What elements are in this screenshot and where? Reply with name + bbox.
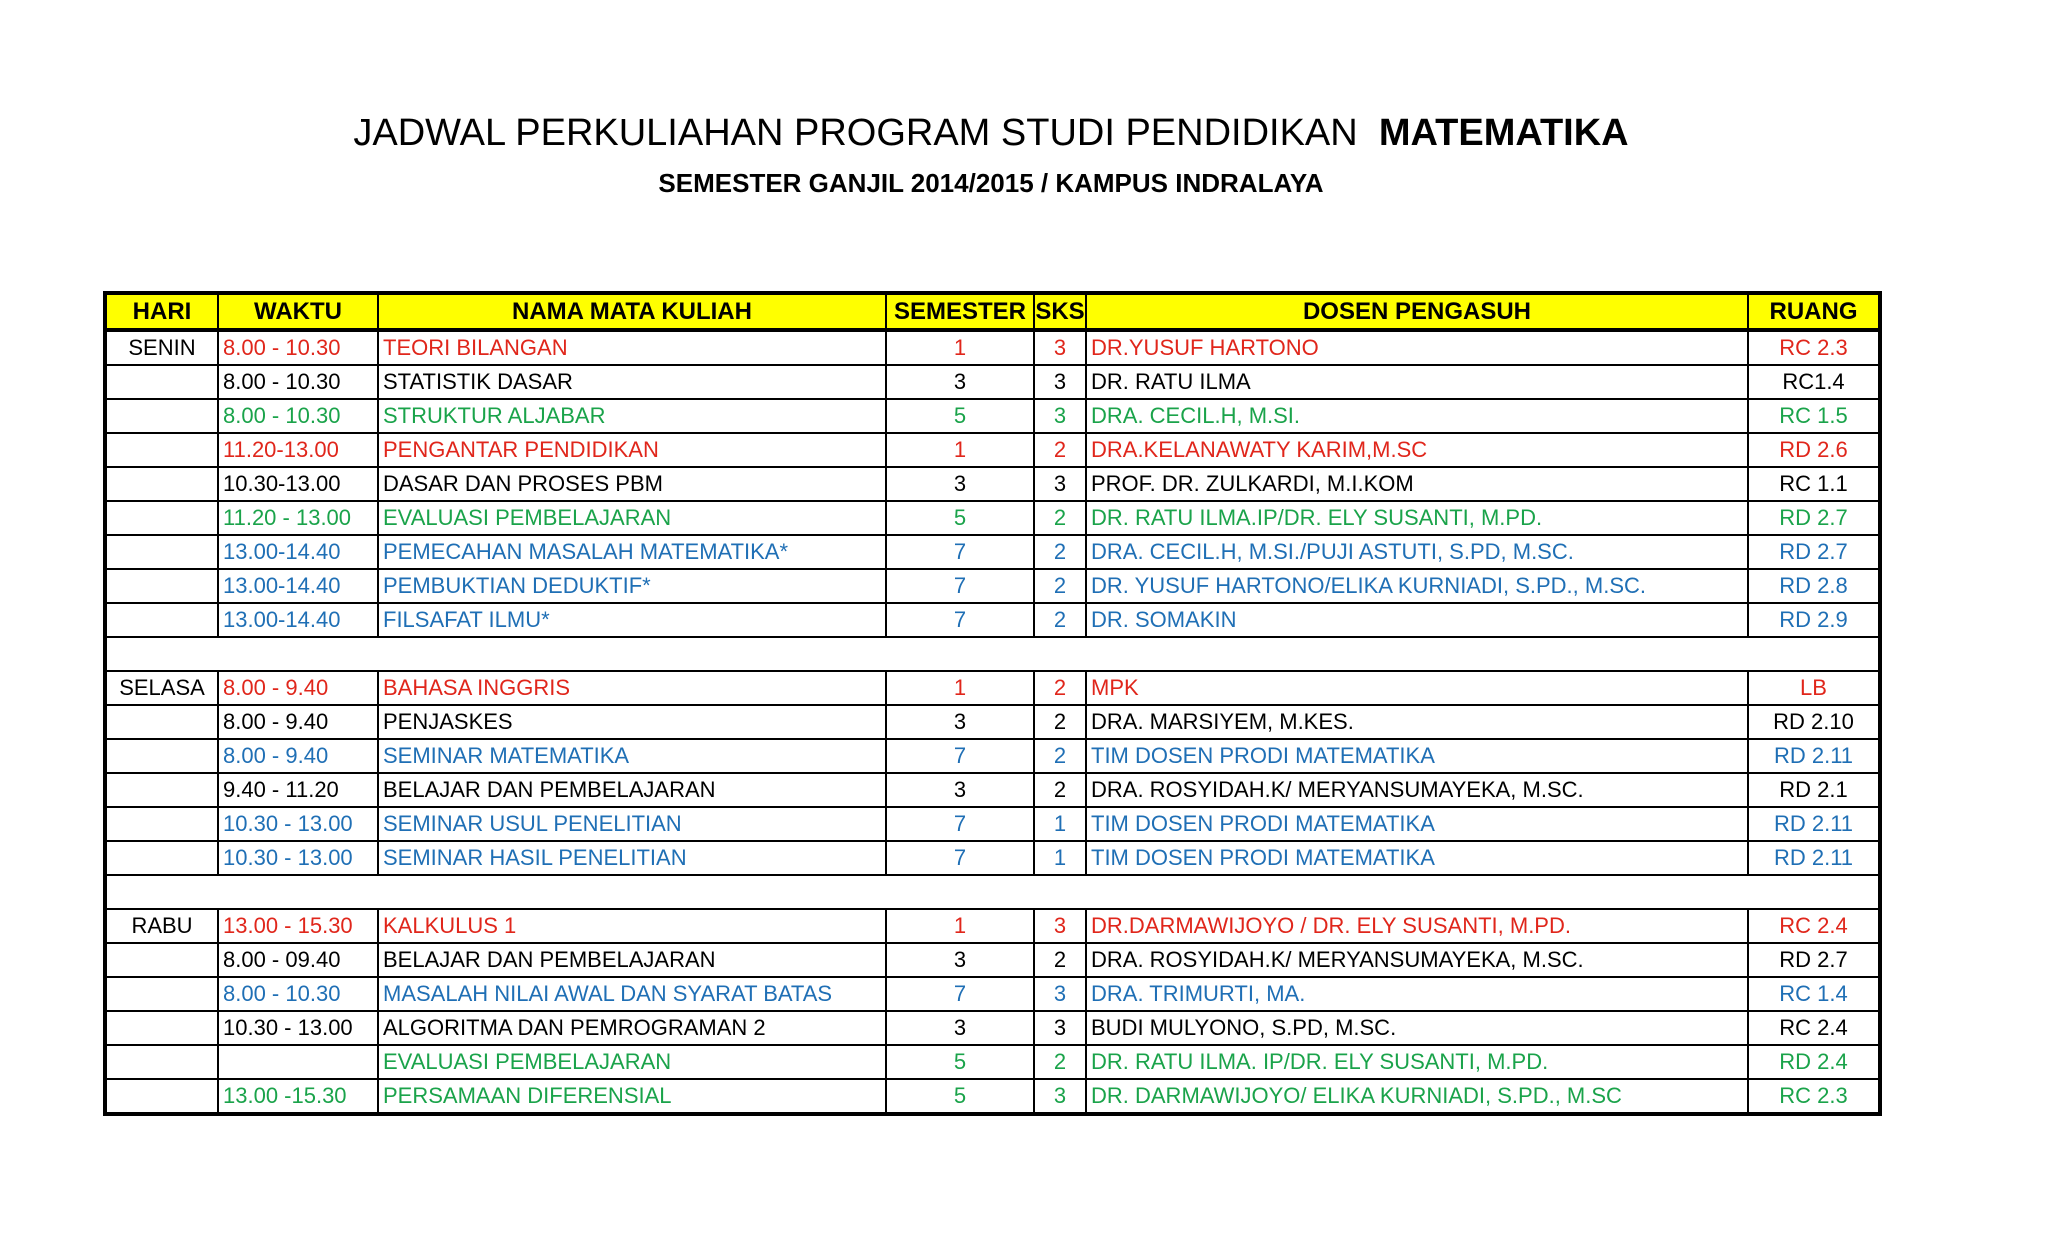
table-row bbox=[105, 1011, 1880, 1045]
cell-dosen: DR. RATU ILMA bbox=[1086, 365, 1748, 399]
cell-dosen: MPK bbox=[1086, 671, 1748, 705]
cell-ruang: RC 2.3 bbox=[1748, 330, 1880, 365]
cell-semester: 3 bbox=[886, 705, 1034, 739]
cell-dosen: DRA. MARSIYEM, M.KES. bbox=[1086, 705, 1748, 739]
cell-dosen: DR.DARMAWIJOYO / DR. ELY SUSANTI, M.PD. bbox=[1086, 909, 1748, 943]
table-row bbox=[105, 535, 1880, 569]
col-header-waktu: WAKTU bbox=[218, 293, 378, 330]
table-row bbox=[105, 399, 1880, 433]
separator-cell bbox=[105, 637, 1880, 671]
table-row bbox=[105, 467, 1880, 501]
cell-hari bbox=[105, 807, 218, 841]
cell-ruang: RD 2.8 bbox=[1748, 569, 1880, 603]
cell-hari: RABU bbox=[105, 909, 218, 943]
cell-mata-kuliah: PERSAMAAN DIFERENSIAL bbox=[378, 1079, 886, 1114]
cell-dosen: DR. DARMAWIJOYO/ ELIKA KURNIADI, S.PD., M.SC bbox=[1086, 1079, 1748, 1114]
table-row bbox=[105, 433, 1880, 467]
cell-mata-kuliah: SEMINAR MATEMATIKA bbox=[378, 739, 886, 773]
page-subtitle: SEMESTER GANJIL 2014/2015 / KAMPUS INDRALAYA bbox=[658, 168, 1324, 198]
cell-waktu: 10.30 - 13.00 bbox=[218, 1011, 378, 1045]
cell-waktu: 13.00-14.40 bbox=[218, 535, 378, 569]
cell-sks: 2 bbox=[1034, 773, 1086, 807]
cell-hari bbox=[105, 1045, 218, 1079]
cell-mata-kuliah: EVALUASI PEMBELAJARAN bbox=[378, 1045, 886, 1079]
cell-waktu: 8.00 - 9.40 bbox=[218, 739, 378, 773]
separator-cell bbox=[105, 875, 1880, 909]
cell-dosen: PROF. DR. ZULKARDI, M.I.KOM bbox=[1086, 467, 1748, 501]
cell-hari: SENIN bbox=[105, 330, 218, 365]
cell-sks: 1 bbox=[1034, 807, 1086, 841]
cell-dosen: DRA. CECIL.H, M.SI./PUJI ASTUTI, S.PD, M.SC. bbox=[1086, 535, 1748, 569]
cell-dosen: DR.YUSUF HARTONO bbox=[1086, 330, 1748, 365]
cell-semester: 1 bbox=[886, 671, 1034, 705]
cell-hari bbox=[105, 569, 218, 603]
cell-sks: 2 bbox=[1034, 705, 1086, 739]
cell-hari bbox=[105, 943, 218, 977]
cell-ruang: RD 2.7 bbox=[1748, 943, 1880, 977]
cell-hari bbox=[105, 603, 218, 637]
table-row bbox=[105, 705, 1880, 739]
cell-waktu: 11.20-13.00 bbox=[218, 433, 378, 467]
cell-waktu: 13.00 -15.30 bbox=[218, 1079, 378, 1114]
cell-ruang: RD 2.6 bbox=[1748, 433, 1880, 467]
schedule-body bbox=[105, 330, 1880, 1114]
table-row bbox=[105, 365, 1880, 399]
cell-hari bbox=[105, 977, 218, 1011]
cell-ruang: RC 1.4 bbox=[1748, 977, 1880, 1011]
cell-ruang: RD 2.7 bbox=[1748, 535, 1880, 569]
cell-waktu: 8.00 - 9.40 bbox=[218, 671, 378, 705]
table-row bbox=[105, 807, 1880, 841]
cell-mata-kuliah: KALKULUS 1 bbox=[378, 909, 886, 943]
header-row bbox=[105, 293, 1880, 330]
table-row bbox=[105, 977, 1880, 1011]
table-row bbox=[105, 501, 1880, 535]
separator-row bbox=[105, 875, 1880, 909]
cell-sks: 3 bbox=[1034, 1079, 1086, 1114]
cell-semester: 1 bbox=[886, 330, 1034, 365]
cell-mata-kuliah: PEMECAHAN MASALAH MATEMATIKA* bbox=[378, 535, 886, 569]
cell-hari bbox=[105, 433, 218, 467]
table-row bbox=[105, 909, 1880, 943]
cell-mata-kuliah: BELAJAR DAN PEMBELAJARAN bbox=[378, 943, 886, 977]
cell-mata-kuliah: FILSAFAT ILMU* bbox=[378, 603, 886, 637]
cell-semester: 7 bbox=[886, 807, 1034, 841]
cell-sks: 2 bbox=[1034, 433, 1086, 467]
cell-semester: 7 bbox=[886, 535, 1034, 569]
cell-sks: 2 bbox=[1034, 501, 1086, 535]
cell-sks: 2 bbox=[1034, 943, 1086, 977]
cell-semester: 5 bbox=[886, 1079, 1034, 1114]
title-prefix: JADWAL PERKULIAHAN PROGRAM STUDI PENDIDIKAN bbox=[353, 112, 1358, 154]
cell-mata-kuliah: TEORI BILANGAN bbox=[378, 330, 886, 365]
cell-mata-kuliah: MASALAH NILAI AWAL DAN SYARAT BATAS bbox=[378, 977, 886, 1011]
cell-hari bbox=[105, 1079, 218, 1114]
table-row bbox=[105, 739, 1880, 773]
col-header-dosen: DOSEN PENGASUH bbox=[1086, 293, 1748, 330]
cell-sks: 3 bbox=[1034, 399, 1086, 433]
cell-waktu: 8.00 - 10.30 bbox=[218, 977, 378, 1011]
cell-ruang: RC 1.1 bbox=[1748, 467, 1880, 501]
cell-dosen: BUDI MULYONO, S.PD, M.SC. bbox=[1086, 1011, 1748, 1045]
cell-ruang: RC 2.4 bbox=[1748, 1011, 1880, 1045]
cell-ruang: RC 2.3 bbox=[1748, 1079, 1880, 1114]
cell-ruang: RC1.4 bbox=[1748, 365, 1880, 399]
cell-sks: 3 bbox=[1034, 365, 1086, 399]
col-header-semester: SEMESTER bbox=[886, 293, 1034, 330]
cell-ruang: RD 2.11 bbox=[1748, 841, 1880, 875]
cell-mata-kuliah: PEMBUKTIAN DEDUKTIF* bbox=[378, 569, 886, 603]
cell-sks: 2 bbox=[1034, 603, 1086, 637]
table-row bbox=[105, 773, 1880, 807]
cell-waktu: 13.00-14.40 bbox=[218, 569, 378, 603]
cell-ruang: RC 1.5 bbox=[1748, 399, 1880, 433]
cell-waktu: 10.30 - 13.00 bbox=[218, 807, 378, 841]
cell-semester: 7 bbox=[886, 977, 1034, 1011]
cell-semester: 3 bbox=[886, 773, 1034, 807]
cell-sks: 2 bbox=[1034, 569, 1086, 603]
cell-waktu: 8.00 - 09.40 bbox=[218, 943, 378, 977]
table-row bbox=[105, 330, 1880, 365]
cell-sks: 2 bbox=[1034, 739, 1086, 773]
cell-semester: 7 bbox=[886, 841, 1034, 875]
cell-semester: 3 bbox=[886, 467, 1034, 501]
col-header-sks: SKS bbox=[1034, 293, 1086, 330]
cell-waktu: 10.30 - 13.00 bbox=[218, 841, 378, 875]
col-header-hari: HARI bbox=[105, 293, 218, 330]
schedule-table bbox=[103, 291, 1882, 1116]
cell-ruang: RD 2.11 bbox=[1748, 739, 1880, 773]
cell-sks: 3 bbox=[1034, 330, 1086, 365]
table-row bbox=[105, 1079, 1880, 1114]
cell-hari bbox=[105, 467, 218, 501]
cell-waktu: 8.00 - 10.30 bbox=[218, 330, 378, 365]
cell-dosen: DRA. CECIL.H, M.SI. bbox=[1086, 399, 1748, 433]
cell-mata-kuliah: BELAJAR DAN PEMBELAJARAN bbox=[378, 773, 886, 807]
col-header-ruang: RUANG bbox=[1748, 293, 1880, 330]
cell-sks: 2 bbox=[1034, 535, 1086, 569]
cell-mata-kuliah: DASAR DAN PROSES PBM bbox=[378, 467, 886, 501]
cell-ruang: LB bbox=[1748, 671, 1880, 705]
cell-waktu: 9.40 - 11.20 bbox=[218, 773, 378, 807]
table-row bbox=[105, 943, 1880, 977]
cell-semester: 7 bbox=[886, 739, 1034, 773]
cell-dosen: DR. RATU ILMA. IP/DR. ELY SUSANTI, M.PD. bbox=[1086, 1045, 1748, 1079]
cell-ruang: RD 2.10 bbox=[1748, 705, 1880, 739]
cell-semester: 7 bbox=[886, 569, 1034, 603]
cell-waktu: 13.00 - 15.30 bbox=[218, 909, 378, 943]
cell-semester: 1 bbox=[886, 909, 1034, 943]
cell-hari bbox=[105, 399, 218, 433]
cell-dosen: DR. SOMAKIN bbox=[1086, 603, 1748, 637]
cell-mata-kuliah: STATISTIK DASAR bbox=[378, 365, 886, 399]
cell-semester: 1 bbox=[886, 433, 1034, 467]
cell-ruang: RD 2.4 bbox=[1748, 1045, 1880, 1079]
cell-waktu: 11.20 - 13.00 bbox=[218, 501, 378, 535]
title-bold: MATEMATIKA bbox=[1378, 112, 1629, 154]
separator-row bbox=[105, 637, 1880, 671]
table-row bbox=[105, 841, 1880, 875]
cell-hari bbox=[105, 1011, 218, 1045]
cell-semester: 5 bbox=[886, 501, 1034, 535]
cell-sks: 3 bbox=[1034, 467, 1086, 501]
cell-ruang: RD 2.7 bbox=[1748, 501, 1880, 535]
table-row bbox=[105, 671, 1880, 705]
cell-hari bbox=[105, 739, 218, 773]
cell-sks: 2 bbox=[1034, 1045, 1086, 1079]
cell-waktu: 8.00 - 10.30 bbox=[218, 399, 378, 433]
cell-mata-kuliah: ALGORITMA DAN PEMROGRAMAN 2 bbox=[378, 1011, 886, 1045]
cell-waktu: 10.30-13.00 bbox=[218, 467, 378, 501]
table-row bbox=[105, 1045, 1880, 1079]
cell-sks: 1 bbox=[1034, 841, 1086, 875]
cell-dosen: TIM DOSEN PRODI MATEMATIKA bbox=[1086, 841, 1748, 875]
cell-mata-kuliah: BAHASA INGGRIS bbox=[378, 671, 886, 705]
cell-hari bbox=[105, 705, 218, 739]
table-row bbox=[105, 569, 1880, 603]
cell-sks: 3 bbox=[1034, 909, 1086, 943]
cell-hari bbox=[105, 841, 218, 875]
cell-semester: 5 bbox=[886, 1045, 1034, 1079]
cell-semester: 3 bbox=[886, 1011, 1034, 1045]
cell-hari bbox=[105, 535, 218, 569]
cell-hari bbox=[105, 501, 218, 535]
cell-ruang: RD 2.11 bbox=[1748, 807, 1880, 841]
cell-mata-kuliah: PENJASKES bbox=[378, 705, 886, 739]
cell-hari: SELASA bbox=[105, 671, 218, 705]
cell-hari bbox=[105, 365, 218, 399]
cell-waktu: 8.00 - 9.40 bbox=[218, 705, 378, 739]
cell-dosen: DR. YUSUF HARTONO/ELIKA KURNIADI, S.PD., M.SC. bbox=[1086, 569, 1748, 603]
cell-dosen: DRA. ROSYIDAH.K/ MERYANSUMAYEKA, M.SC. bbox=[1086, 943, 1748, 977]
cell-hari bbox=[105, 773, 218, 807]
cell-mata-kuliah: SEMINAR USUL PENELITIAN bbox=[378, 807, 886, 841]
cell-ruang: RC 2.4 bbox=[1748, 909, 1880, 943]
cell-waktu: 13.00-14.40 bbox=[218, 603, 378, 637]
cell-mata-kuliah: EVALUASI PEMBELAJARAN bbox=[378, 501, 886, 535]
cell-dosen: DRA.KELANAWATY KARIM,M.SC bbox=[1086, 433, 1748, 467]
cell-semester: 5 bbox=[886, 399, 1034, 433]
cell-dosen: DRA. ROSYIDAH.K/ MERYANSUMAYEKA, M.SC. bbox=[1086, 773, 1748, 807]
cell-ruang: RD 2.9 bbox=[1748, 603, 1880, 637]
cell-semester: 7 bbox=[886, 603, 1034, 637]
cell-waktu: 8.00 - 10.30 bbox=[218, 365, 378, 399]
cell-dosen: DR. RATU ILMA.IP/DR. ELY SUSANTI, M.PD. bbox=[1086, 501, 1748, 535]
cell-semester: 3 bbox=[886, 943, 1034, 977]
cell-dosen: TIM DOSEN PRODI MATEMATIKA bbox=[1086, 739, 1748, 773]
cell-semester: 3 bbox=[886, 365, 1034, 399]
table-row bbox=[105, 603, 1880, 637]
cell-dosen: DRA. TRIMURTI, MA. bbox=[1086, 977, 1748, 1011]
cell-sks: 2 bbox=[1034, 671, 1086, 705]
cell-sks: 3 bbox=[1034, 977, 1086, 1011]
cell-mata-kuliah: SEMINAR HASIL PENELITIAN bbox=[378, 841, 886, 875]
cell-mata-kuliah: PENGANTAR PENDIDIKAN bbox=[378, 433, 886, 467]
cell-ruang: RD 2.1 bbox=[1748, 773, 1880, 807]
page-title bbox=[0, 112, 1982, 155]
cell-dosen: TIM DOSEN PRODI MATEMATIKA bbox=[1086, 807, 1748, 841]
cell-waktu bbox=[218, 1045, 378, 1079]
cell-mata-kuliah: STRUKTUR ALJABAR bbox=[378, 399, 886, 433]
col-header-mata-kuliah: NAMA MATA KULIAH bbox=[378, 293, 886, 330]
cell-sks: 3 bbox=[1034, 1011, 1086, 1045]
